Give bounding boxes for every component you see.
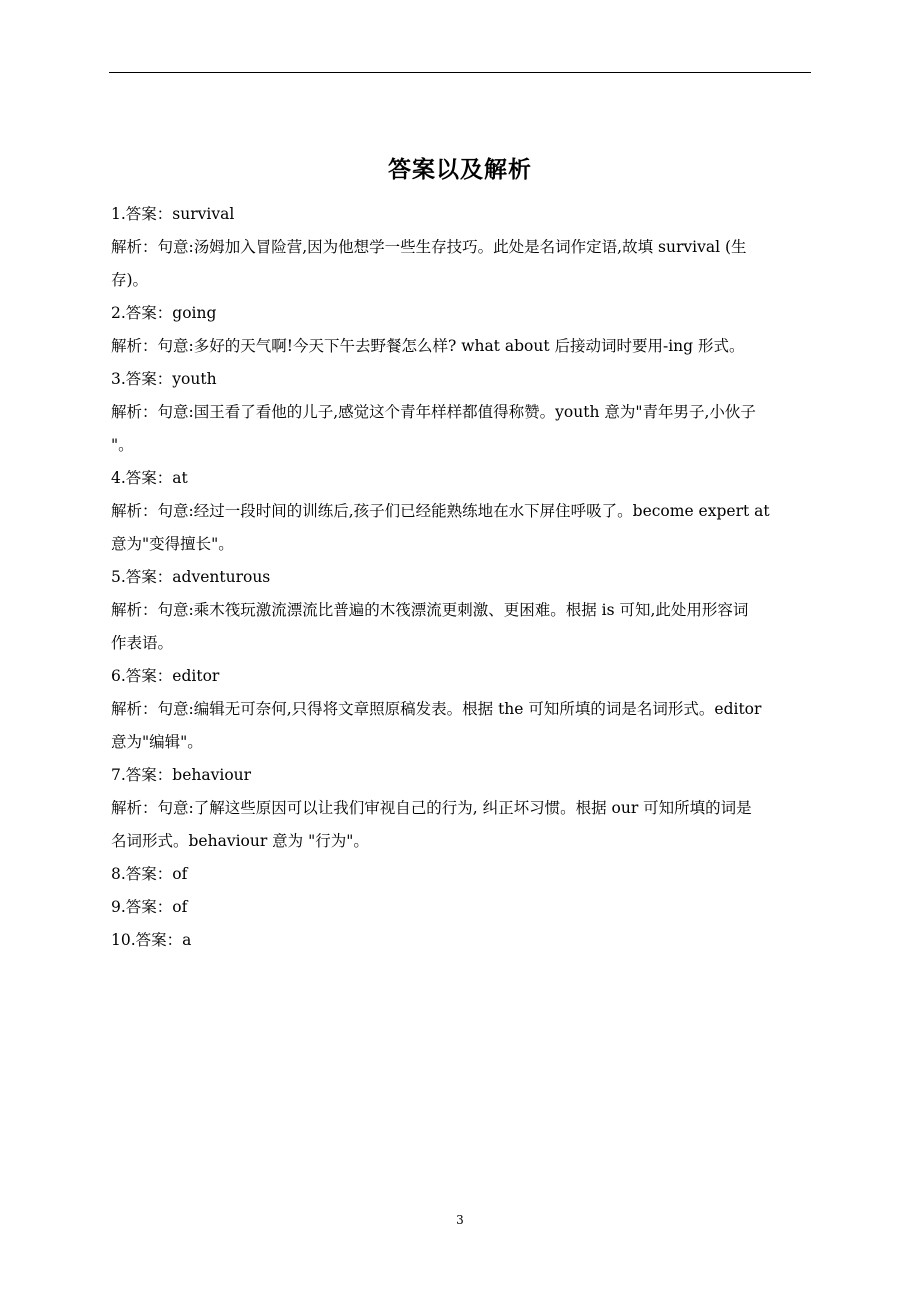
answer-line-2: 2.答案：going [111,304,217,322]
answer-line-1: 1.答案：survival [111,205,235,223]
explanation-line-7a: 解析：句意:了解这些原因可以让我们审视自己的行为, 纠正坏习惯。根据 our 可知所填的词是 [111,799,752,817]
answer-line-7: 7.答案：behaviour [111,766,252,784]
explanation-line-2a: 解析：句意:多好的天气啊!今天下午去野餐怎么样? what about 后接动词时要用-ing 形式。 [111,337,745,355]
explanation-line-3a: 解析：句意:国王看了看他的儿子,感觉这个青年样样都值得称赞。youth 意为"青年男子,小伙子 [111,403,756,421]
page-number: 3 [456,1213,464,1227]
explanation-line-5b: 作表语。 [111,634,174,652]
explanation-line-6a: 解析：句意:编辑无可奈何,只得将文章照原稿发表。根据 the 可知所填的词是名词形式。editor [111,700,762,718]
answer-line-3: 3.答案：youth [111,370,217,388]
header-rule [109,72,811,73]
explanation-line-1a: 解析：句意:汤姆加入冒险营,因为他想学一些生存技巧。此处是名词作定语,故填 survival (生 [111,238,747,256]
explanation-line-7b: 名词形式。behaviour 意为 "行为"。 [111,832,369,850]
answer-line-5: 5.答案：adventurous [111,568,271,586]
explanation-line-1b: 存)。 [111,271,149,289]
explanation-line-4b: 意为"变得擅长"。 [111,535,234,553]
answer-list [111,198,803,957]
answer-line-9: 9.答案：of [111,898,188,916]
explanation-line-5a: 解析：句意:乘木筏玩激流漂流比普遍的木筏漂流更刺激、更困难。根据 is 可知,此处用形容词 [111,601,749,619]
answer-line-4: 4.答案：at [111,469,188,487]
explanation-line-6b: 意为"编辑"。 [111,733,203,751]
answer-line-8: 8.答案：of [111,865,188,883]
page-title: 答案以及解析 [388,157,532,183]
answer-line-10: 10.答案：a [111,931,192,949]
explanation-line-3b: "。 [111,436,134,454]
answer-line-6: 6.答案：editor [111,667,220,685]
explanation-line-4a: 解析：句意:经过一段时间的训练后,孩子们已经能熟练地在水下屏住呼吸了。become expert at [111,502,770,520]
